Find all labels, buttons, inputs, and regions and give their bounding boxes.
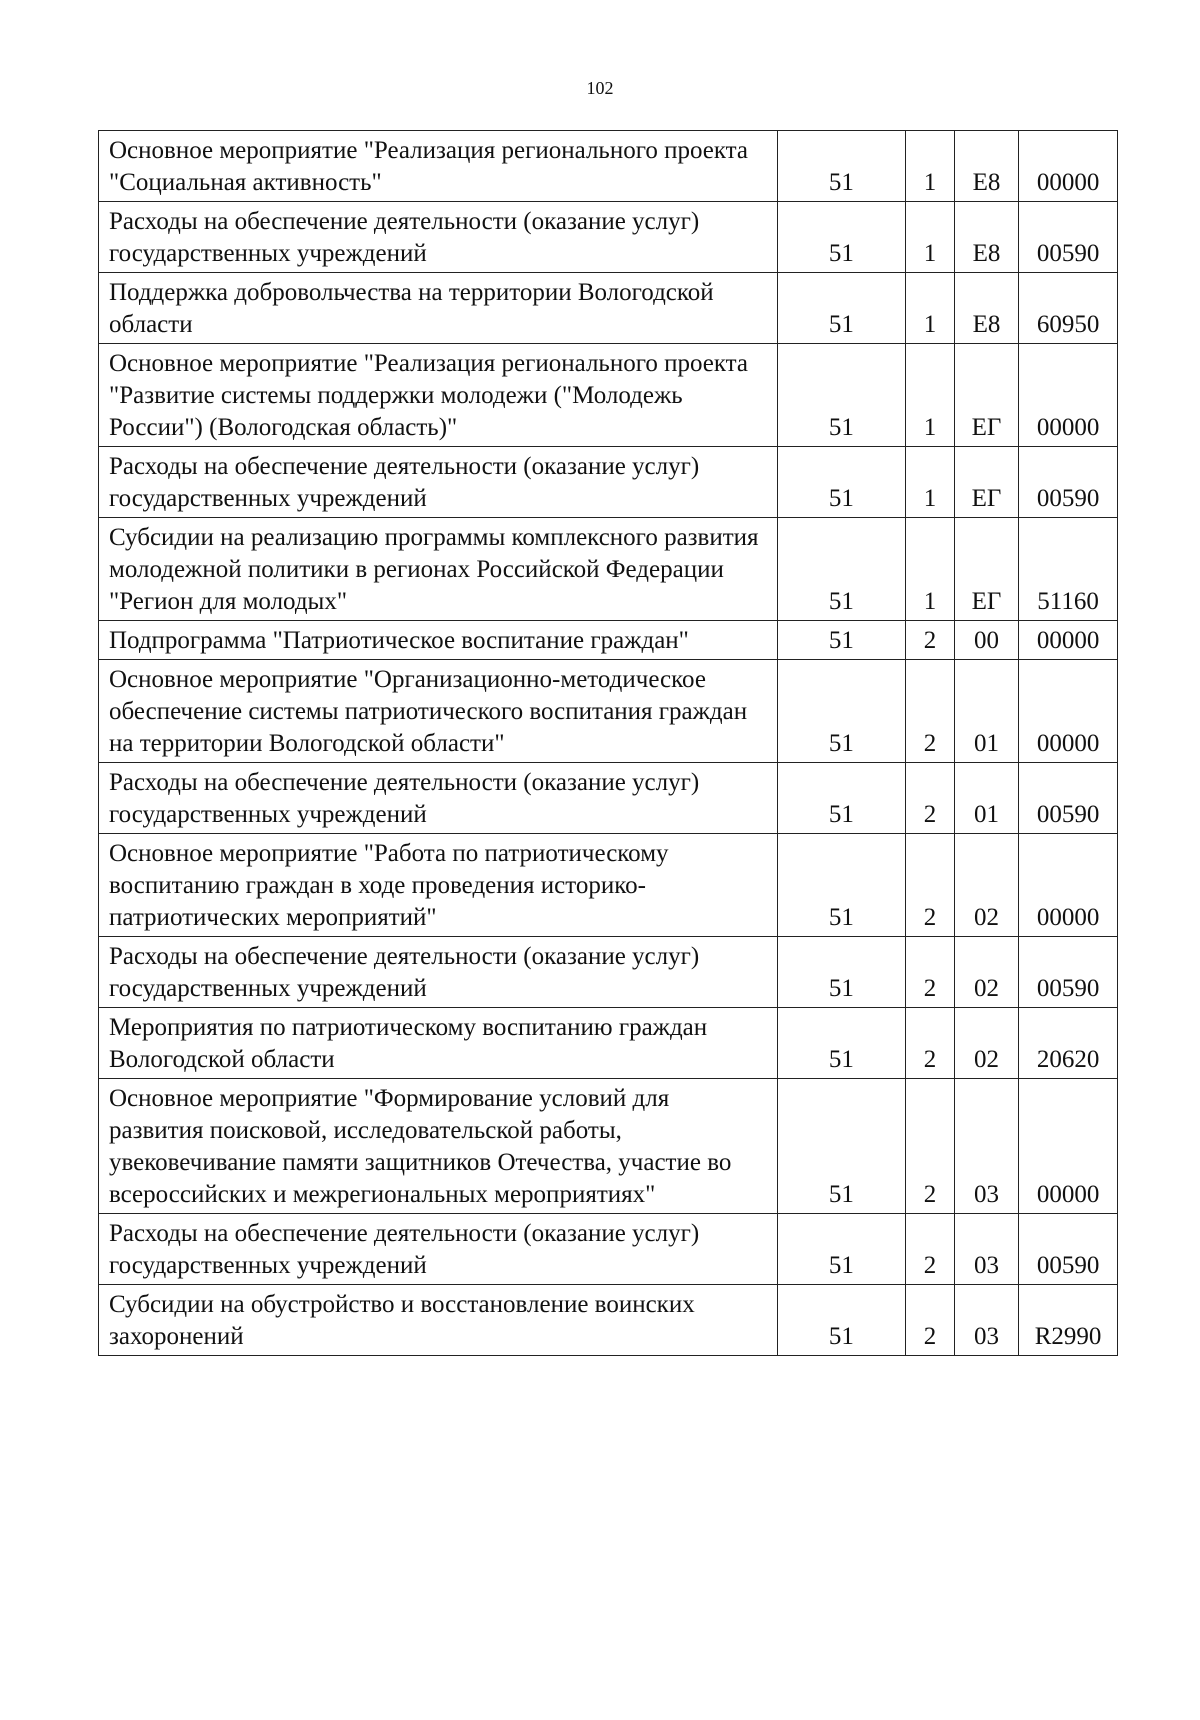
code-event: ЕГ [954,518,1018,621]
row-description: Подпрограмма "Патриотическое воспитание граждан" [99,621,778,660]
code-ministry: 51 [777,763,905,834]
code-event: 01 [954,763,1018,834]
code-subprogram: 1 [906,273,955,344]
code-direction: 00000 [1019,131,1118,202]
code-event: Е8 [954,202,1018,273]
table-row [99,202,1118,273]
code-event: 02 [954,1008,1018,1079]
row-description: Поддержка добровольчества на территории Вологодской области [99,273,778,344]
row-description: Расходы на обеспечение деятельности (оказание услуг) государственных учреждений [99,202,778,273]
table-row [99,621,1118,660]
table-row [99,1214,1118,1285]
row-description: Расходы на обеспечение деятельности (оказание услуг) государственных учреждений [99,447,778,518]
code-subprogram: 1 [906,202,955,273]
table-row [99,660,1118,763]
code-ministry: 51 [777,518,905,621]
code-event: ЕГ [954,344,1018,447]
row-description: Субсидии на реализацию программы комплексного развития молодежной политики в регионах Российской Федерации "Регион для молодых" [99,518,778,621]
code-ministry: 51 [777,937,905,1008]
code-ministry: 51 [777,202,905,273]
code-subprogram: 2 [906,937,955,1008]
code-subprogram: 1 [906,344,955,447]
row-description: Расходы на обеспечение деятельности (оказание услуг) государственных учреждений [99,937,778,1008]
table-row [99,1079,1118,1214]
code-event: 02 [954,937,1018,1008]
row-description: Основное мероприятие "Работа по патриотическому воспитанию граждан в ходе проведения историко-патриотических мероприятий" [99,834,778,937]
row-description: Субсидии на обустройство и восстановление воинских захоронений [99,1285,778,1356]
code-event: 02 [954,834,1018,937]
table-row [99,937,1118,1008]
code-ministry: 51 [777,131,905,202]
code-ministry: 51 [777,344,905,447]
code-direction: 00000 [1019,660,1118,763]
code-direction: 00590 [1019,447,1118,518]
row-description: Расходы на обеспечение деятельности (оказание услуг) государственных учреждений [99,1214,778,1285]
code-event: 00 [954,621,1018,660]
table-row [99,273,1118,344]
code-subprogram: 2 [906,1214,955,1285]
code-subprogram: 1 [906,131,955,202]
code-event: 03 [954,1214,1018,1285]
row-description: Основное мероприятие "Реализация регионального проекта "Развитие системы поддержки молодежи ("Молодежь России") (Вологодская область)" [99,344,778,447]
code-subprogram: 2 [906,834,955,937]
table-row [99,344,1118,447]
table-row [99,763,1118,834]
table-row [99,1285,1118,1356]
code-direction: 00000 [1019,344,1118,447]
code-direction: 00000 [1019,1079,1118,1214]
table-body [99,131,1118,1356]
code-ministry: 51 [777,447,905,518]
page-number: 102 [586,78,614,98]
code-subprogram: 2 [906,763,955,834]
row-description: Основное мероприятие "Организационно-методическое обеспечение системы патриотического воспитания граждан на территории Вологодской области" [99,660,778,763]
code-subprogram: 2 [906,621,955,660]
code-event: Е8 [954,131,1018,202]
table-row [99,131,1118,202]
code-direction: 00590 [1019,1214,1118,1285]
code-ministry: 51 [777,621,905,660]
code-direction: 00590 [1019,763,1118,834]
budget-table [98,130,1118,1356]
code-direction: R2990 [1019,1285,1118,1356]
table-row [99,834,1118,937]
code-direction: 60950 [1019,273,1118,344]
code-ministry: 51 [777,1008,905,1079]
row-description: Мероприятия по патриотическому воспитанию граждан Вологодской области [99,1008,778,1079]
code-direction: 00000 [1019,621,1118,660]
table-row [99,1008,1118,1079]
code-ministry: 51 [777,1214,905,1285]
code-direction: 20620 [1019,1008,1118,1079]
code-direction: 00590 [1019,937,1118,1008]
code-event: ЕГ [954,447,1018,518]
code-ministry: 51 [777,273,905,344]
code-event: 03 [954,1285,1018,1356]
code-direction: 51160 [1019,518,1118,621]
row-description: Расходы на обеспечение деятельности (оказание услуг) государственных учреждений [99,763,778,834]
table-row [99,518,1118,621]
code-ministry: 51 [777,1285,905,1356]
code-subprogram: 2 [906,1285,955,1356]
code-subprogram: 2 [906,660,955,763]
table-row [99,447,1118,518]
code-event: Е8 [954,273,1018,344]
code-ministry: 51 [777,660,905,763]
code-ministry: 51 [777,834,905,937]
code-ministry: 51 [777,1079,905,1214]
code-direction: 00590 [1019,202,1118,273]
code-direction: 00000 [1019,834,1118,937]
code-subprogram: 2 [906,1079,955,1214]
row-description: Основное мероприятие "Реализация регионального проекта "Социальная активность" [99,131,778,202]
code-subprogram: 1 [906,518,955,621]
row-description: Основное мероприятие "Формирование условий для развития поисковой, исследовательской работы, увековечивание памяти защитников Отечества, участие во всероссийских и межрегиональных мероприятиях" [99,1079,778,1214]
code-event: 01 [954,660,1018,763]
code-event: 03 [954,1079,1018,1214]
code-subprogram: 1 [906,447,955,518]
code-subprogram: 2 [906,1008,955,1079]
